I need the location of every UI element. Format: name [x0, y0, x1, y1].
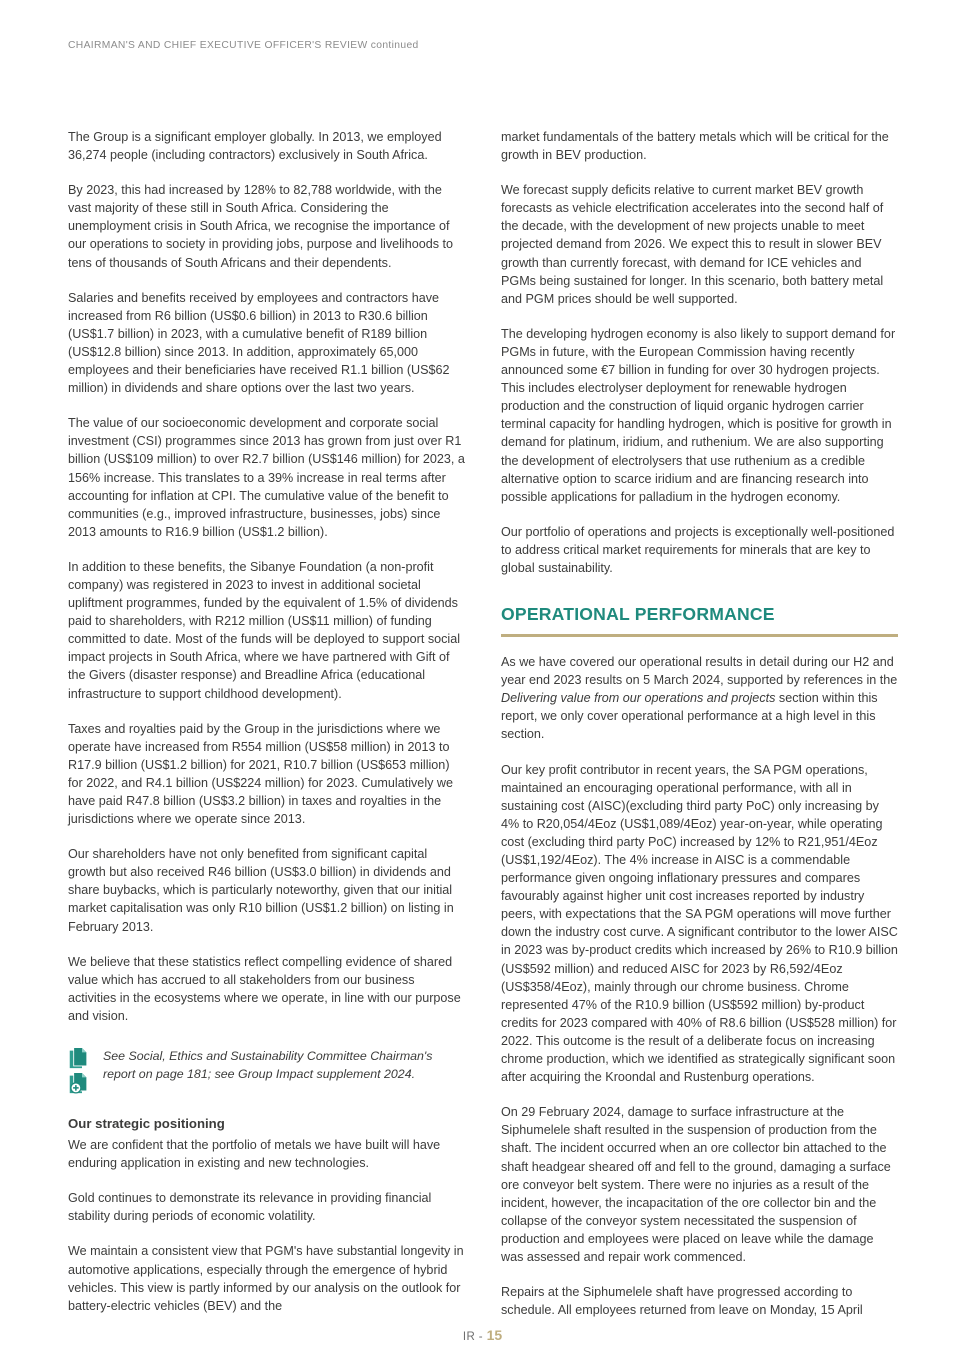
paragraph: The Group is a significant employer globally. In 2013, we employed 36,274 people (including contractors) exclusively in South Africa.	[68, 130, 442, 163]
running-header: CHAIRMAN'S AND CHIEF EXECUTIVE OFFICER'S REVIEW continued	[68, 40, 419, 51]
intro-text-part2: section within this report, we only cover operational performance at a high level in this section.	[501, 691, 878, 742]
section-divider	[501, 634, 898, 637]
paragraph: On 29 February 2024, damage to surface infrastructure at the Siphumelele shaft resulted in the suspension of production from the shaft. The incident occurred when an ore collector bin attached to the shaft headgear sheared off and fell to the ground, damaging a surface ore conveyor belt system. There were no injuries as a result of the incident, however, the incapacitation of the ore collector bin and the collapse of the conveyor system necessitated the suspension of production and employees were placed on leave while the damage was assessed and repair work commenced.	[501, 1105, 891, 1264]
paragraph: In addition to these benefits, the Sibanye Foundation (a non-profit company) was registered in 2023 to invest in additional societal upliftment programmes, funded by the equivalent of 1.5% of dividends paid to shareholders, with R212 million (US$11 million) of funding committed to date. Most of the funds will be deployed to support social impact projects in South Africa, where we have partnered with Gift of the Givers (disaster response) and Breadline Africa (educational infrastructure to support childhood development).	[68, 559, 461, 701]
italic-report-section-name: Delivering value from our operations and projects	[501, 691, 776, 706]
page-footer	[0, 1327, 965, 1343]
right-column	[501, 128, 898, 1336]
page-number: 15	[486, 1327, 503, 1343]
paragraph: Repairs at the Siphumelele shaft have progressed according to schedule. All employees returned from leave on Monday, 15 April	[501, 1285, 863, 1318]
document-plus-icon	[68, 1072, 89, 1095]
paragraph: Taxes and royalties paid by the Group in the jurisdictions where we operate have increased from R554 million (US$58 million) in 2013 to R17.9 billion (US$1.2 billion) for 2021, R10.7 billion (US$653 million) for 2022, and R4.1 billion (US$224 million) for 2023. Cumulatively we have paid R47.8 billion (US$3.2 billion) in taxes and royalties in the jurisdictions where we operate since 2013.	[68, 721, 454, 827]
cross-reference-callout	[68, 1047, 465, 1091]
paragraph: We are confident that the portfolio of metals we have built will have enduring application in existing and new technologies.	[68, 1138, 441, 1171]
document-pages-icon	[68, 1047, 89, 1070]
paragraph-with-italic-reference	[501, 653, 898, 743]
paragraph: Gold continues to demonstrate its relevance in providing financial stability during periods of economic volatility.	[68, 1191, 432, 1224]
two-column-body	[68, 128, 898, 1336]
paragraph: By 2023, this had increased by 128% to 82,788 worldwide, with the vast majority of these still in South Africa. Considering the unemployment crisis in South Africa, we recognise the importance of our operations to society in providing jobs, purpose and livelihoods to tens of thousands of South Africans and their dependents.	[68, 183, 454, 270]
paragraph: Our shareholders have not only benefited from significant capital growth but also received R46 billion (US$3.0 billion) in dividends and share buybacks, which is particularly noteworthy, given that our initial market capitalisation was only R10 billion (US$1.2 billion) on listing in February 2013.	[68, 847, 454, 934]
paragraph: Salaries and benefits received by employees and contractors have increased from R6 billion (US$0.6 billion) in 2013 to R30.6 billion (US$1.7 billion) in 2023, with a cumulative benefit of R189 billion (US$12.8 billion) since 2013. In addition, approximately 65,000 employees and their beneficiaries have received R1.1 billion (US$62 million) in dividends and share options over the last two years.	[68, 290, 450, 396]
paragraph: Our key profit contributor in recent years, the SA PGM operations, maintained an encouraging operational performance, with all in sustaining cost (AISC)(excluding third party PoC) only increasing by 4% to R20,054/4Eoz (US$1,089/4Eoz) year-on-year, while operating cost (excluding third party PoC) increased by 12% to R21,951/4Eoz (US$1,192/4Eoz). The 4% increase in AISC is a commendable performance given ongoing inflationary pressures and compares favourably against higher unit cost increases reported by industry peers, with expectations that the SA PGM operations will move further down the industry cost curve. A significant contributor to the lower AISC in 2023 was by-product credits which increased by 26% to R10.9 billion (US$592 million) and reduced AISC for 2023 by R6,592/4Eoz (US$358/4Eoz), mainly through our chrome business. Chrome represented 47% of the R10.9 billion (US$592 million) by-product credits for 2023 compared with 40% of R8.6 billion (US$528 million) for 2022. This outcome is the result of a deliberate focus on increasing chrome production, which we identified as strategically significant soon after acquiring the Kroondal and Rustenburg operations.	[501, 762, 898, 1085]
subheading-strategic-positioning: Our strategic positioning	[68, 1116, 225, 1132]
callout-icon-group	[68, 1047, 98, 1095]
paragraph: We believe that these statistics reflect compelling evidence of shared value which has accrued to all stakeholders from our business activities in the ecosystems where we operate, in line with our purpose and vision.	[68, 954, 461, 1023]
left-column	[68, 128, 465, 1336]
paragraph: market fundamentals of the battery metals which will be critical for the growth in BEV production.	[501, 130, 889, 163]
cross-reference-text: See Social, Ethics and Sustainability Committee Chairman's report on page 181; see Group Impact supplement 2024.	[103, 1049, 433, 1082]
intro-text-part1: As we have covered our operational results in detail during our H2 and year end 2023 results on 5 March 2024, supported by references in the	[501, 655, 898, 688]
paragraph: We maintain a consistent view that PGM's have substantial longevity in automotive applications, especially through the emergence of hybrid vehicles. This view is partly informed by our analysis on the outlook for battery-electric vehicles (BEV) and the	[68, 1244, 464, 1313]
paragraph: The developing hydrogen economy is also likely to support demand for PGMs in future, with the European Commission having recently announced some €7 billion in funding for over 30 hydrogen projects. This includes electrolyser deployment for renewable hydrogen production and the construction of liquid organic hydrogen carrier terminal capacity for handling hydrogen, which is positive for growth in demand for platinum, iridium, and ruthenium. We are also supporting the development of electrolysers that use ruthenium as a credible alternative option to scarce iridium and are financing research into possible applications for palladium in the hydrogen economy.	[501, 326, 896, 504]
footer-label: IR -	[462, 1331, 483, 1343]
paragraph: The value of our socioeconomic development and corporate social investment (CSI) programmes since 2013 has grown from just over R1 billion (US$109 million) to over R2.7 billion (US$146 million) for 2023, a 156% increase. This translates to a 39% increase in real terms after accounting for inflation at CPI. The cumulative value of the benefit to communities (e.g., improved infrastructure, businesses, jobs) since 2013 amounts to R16.9 billion (US$1.2 billion).	[68, 416, 465, 539]
section-heading-operational-performance: OPERATIONAL PERFORMANCE	[501, 604, 775, 625]
paragraph: We forecast supply deficits relative to current market BEV growth forecasts as vehicle electrification accelerates into the second half of the decade, with the development of new projects unable to meet projected demand from 2026. We expect this to result in slower BEV growth than currently forecast, with demand for ICE vehicles and PGMs being sustained for longer. In this scenario, both battery metal and PGM prices should be well supported.	[501, 183, 884, 306]
paragraph: Our portfolio of operations and projects is exceptionally well-positioned to address critical market requirements for minerals that are key to global sustainability.	[501, 524, 895, 575]
